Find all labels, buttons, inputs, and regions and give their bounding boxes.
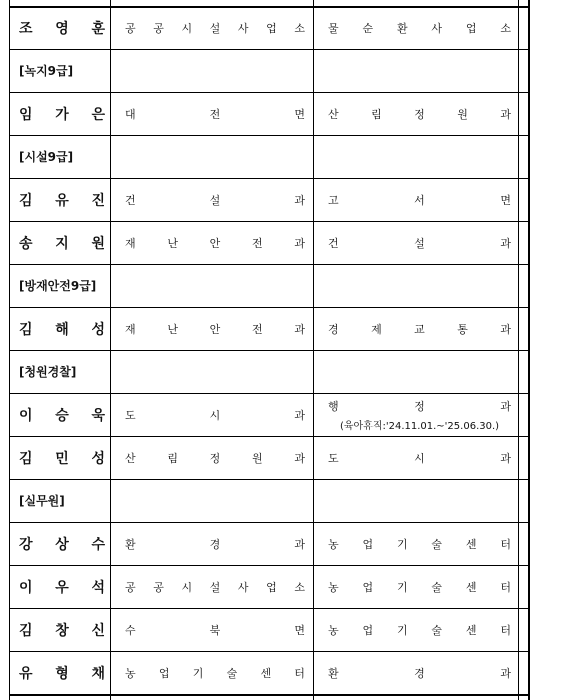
char: 설 bbox=[209, 580, 221, 594]
char: 기 bbox=[396, 623, 408, 637]
char: 진 bbox=[91, 192, 105, 209]
char: 행 bbox=[328, 399, 339, 413]
char: 재 bbox=[125, 236, 136, 250]
char: 림 bbox=[371, 107, 382, 121]
char: 터 bbox=[294, 666, 305, 680]
char: 가 bbox=[55, 106, 69, 123]
char: 전 bbox=[251, 236, 263, 250]
employee-name bbox=[19, 608, 105, 651]
previous-department bbox=[125, 565, 305, 608]
new-department bbox=[328, 307, 511, 350]
char: 수 bbox=[91, 536, 105, 553]
char: 건 bbox=[125, 193, 136, 207]
char: 난 bbox=[167, 236, 178, 250]
employee-name bbox=[19, 178, 105, 221]
char: 안 bbox=[209, 236, 221, 250]
char: 영 bbox=[55, 20, 69, 37]
new-department bbox=[328, 393, 511, 436]
section-header-row bbox=[9, 350, 528, 393]
previous-department bbox=[125, 651, 305, 694]
table-row bbox=[9, 393, 528, 436]
char: 고 bbox=[328, 193, 339, 207]
previous-department bbox=[125, 307, 305, 350]
employee-name bbox=[19, 221, 105, 264]
char: 우 bbox=[55, 579, 69, 596]
char: 기 bbox=[396, 580, 408, 594]
char: 과 bbox=[500, 236, 511, 250]
char: 터 bbox=[500, 580, 511, 594]
char: 석 bbox=[91, 579, 105, 596]
section-header-row bbox=[9, 264, 528, 307]
new-department bbox=[328, 565, 511, 608]
char: 과 bbox=[294, 193, 305, 207]
char: 송 bbox=[19, 235, 33, 252]
char: 기 bbox=[396, 537, 408, 551]
char: 원 bbox=[251, 451, 263, 465]
section-label: [방재안전9급] bbox=[19, 279, 97, 293]
table-row bbox=[9, 565, 528, 608]
employee-name bbox=[19, 565, 105, 608]
char: 정 bbox=[414, 107, 425, 121]
char: 성 bbox=[91, 321, 105, 338]
char: 건 bbox=[328, 236, 339, 250]
char: 민 bbox=[55, 450, 69, 467]
char: 과 bbox=[500, 451, 511, 465]
char: 과 bbox=[500, 107, 511, 121]
char: 과 bbox=[500, 399, 511, 413]
char: 신 bbox=[91, 622, 105, 639]
table-row bbox=[9, 608, 528, 651]
char: 터 bbox=[500, 623, 511, 637]
char: 전 bbox=[251, 322, 263, 336]
char: 공 bbox=[153, 580, 164, 594]
char: 제 bbox=[371, 322, 382, 336]
char: 김 bbox=[19, 450, 33, 467]
employee-name bbox=[19, 307, 105, 350]
char: 농 bbox=[328, 537, 339, 551]
previous-department bbox=[125, 608, 305, 651]
previous-department bbox=[125, 92, 305, 135]
table-row bbox=[9, 178, 528, 221]
char: 설 bbox=[209, 193, 221, 207]
char: 순 bbox=[362, 21, 374, 35]
table-row bbox=[9, 522, 528, 565]
char: 과 bbox=[294, 236, 305, 250]
char: 이 bbox=[19, 407, 33, 424]
char: 업 bbox=[158, 666, 170, 680]
char: 업 bbox=[362, 623, 374, 637]
char: 재 bbox=[125, 322, 136, 336]
char: 센 bbox=[465, 580, 477, 594]
char: 술 bbox=[226, 666, 238, 680]
char: 지 bbox=[55, 235, 69, 252]
char: 농 bbox=[328, 623, 339, 637]
char: 설 bbox=[209, 21, 221, 35]
column-divider bbox=[528, 0, 530, 700]
char: 업 bbox=[465, 21, 477, 35]
char: 사 bbox=[237, 21, 249, 35]
employee-name bbox=[19, 6, 105, 49]
char: 림 bbox=[167, 451, 178, 465]
char: 난 bbox=[167, 322, 178, 336]
char: 시 bbox=[181, 580, 193, 594]
char: 해 bbox=[55, 321, 69, 338]
char: 업 bbox=[266, 21, 277, 35]
char: 도 bbox=[328, 451, 339, 465]
new-department bbox=[328, 221, 511, 264]
char: 면 bbox=[500, 193, 511, 207]
char: 업 bbox=[266, 580, 277, 594]
char: 창 bbox=[55, 622, 69, 639]
char: 센 bbox=[465, 537, 477, 551]
char: 경 bbox=[328, 322, 339, 336]
char: 시 bbox=[209, 408, 221, 422]
leave-note: (육아휴직:'24.11.01.~'25.06.30.) bbox=[339, 420, 500, 432]
char: 도 bbox=[125, 408, 136, 422]
char: 승 bbox=[55, 407, 69, 424]
char: 훈 bbox=[91, 20, 105, 37]
char: 전 bbox=[209, 107, 221, 121]
new-department bbox=[328, 651, 511, 694]
previous-department bbox=[125, 522, 305, 565]
table-row bbox=[9, 436, 528, 479]
char: 교 bbox=[414, 322, 425, 336]
char: 사 bbox=[237, 580, 249, 594]
table-row bbox=[9, 6, 528, 49]
char: 술 bbox=[431, 623, 443, 637]
new-department bbox=[328, 6, 511, 49]
char: 강 bbox=[19, 536, 33, 553]
char: 상 bbox=[55, 536, 69, 553]
new-department bbox=[328, 522, 511, 565]
char: 시 bbox=[414, 451, 425, 465]
previous-department bbox=[125, 221, 305, 264]
char: 술 bbox=[431, 537, 443, 551]
char: 경 bbox=[414, 666, 425, 680]
char: 과 bbox=[294, 322, 305, 336]
table-row bbox=[9, 221, 528, 264]
char: 과 bbox=[294, 537, 305, 551]
char: 농 bbox=[328, 580, 339, 594]
section-header-row bbox=[9, 479, 528, 522]
char: 대 bbox=[125, 107, 136, 121]
char: 시 bbox=[181, 21, 193, 35]
char: 채 bbox=[91, 665, 105, 682]
section-label: [녹지9급] bbox=[19, 64, 74, 78]
char: 원 bbox=[91, 235, 105, 252]
char: 과 bbox=[500, 666, 511, 680]
char: 센 bbox=[465, 623, 477, 637]
char: 임 bbox=[19, 106, 33, 123]
table-row bbox=[9, 307, 528, 350]
char: 환 bbox=[125, 537, 136, 551]
new-department-name bbox=[328, 398, 511, 414]
table-row bbox=[9, 651, 528, 694]
char: 정 bbox=[414, 399, 425, 413]
char: 농 bbox=[125, 666, 136, 680]
char: 산 bbox=[125, 451, 136, 465]
section-label: [시설9급] bbox=[19, 150, 74, 164]
char: 사 bbox=[431, 21, 443, 35]
char: 공 bbox=[125, 580, 136, 594]
employee-name bbox=[19, 436, 105, 479]
char: 업 bbox=[362, 537, 374, 551]
char: 욱 bbox=[91, 407, 105, 424]
char: 술 bbox=[431, 580, 443, 594]
char: 소 bbox=[294, 21, 305, 35]
char: 면 bbox=[294, 107, 305, 121]
new-department bbox=[328, 178, 511, 221]
char: 조 bbox=[19, 20, 33, 37]
char: 통 bbox=[457, 322, 468, 336]
char: 북 bbox=[209, 623, 221, 637]
char: 유 bbox=[55, 192, 69, 209]
new-department bbox=[328, 436, 511, 479]
char: 수 bbox=[125, 623, 136, 637]
char: 김 bbox=[19, 622, 33, 639]
section-label: [청원경찰] bbox=[19, 365, 77, 379]
char: 경 bbox=[209, 537, 221, 551]
previous-department bbox=[125, 436, 305, 479]
section-header-row bbox=[9, 49, 528, 92]
char: 과 bbox=[500, 322, 511, 336]
char: 터 bbox=[500, 537, 511, 551]
char: 물 bbox=[328, 21, 339, 35]
previous-department bbox=[125, 393, 305, 436]
char: 기 bbox=[192, 666, 204, 680]
char: 유 bbox=[19, 665, 33, 682]
char: 형 bbox=[55, 665, 69, 682]
char: 이 bbox=[19, 579, 33, 596]
char: 환 bbox=[396, 21, 408, 35]
char: 소 bbox=[294, 580, 305, 594]
employee-name bbox=[19, 92, 105, 135]
char: 과 bbox=[294, 451, 305, 465]
char: 은 bbox=[91, 106, 105, 123]
char: 원 bbox=[457, 107, 468, 121]
previous-department bbox=[125, 178, 305, 221]
char: 공 bbox=[125, 21, 136, 35]
employee-name bbox=[19, 522, 105, 565]
section-label: [실무원] bbox=[19, 494, 65, 508]
char: 정 bbox=[209, 451, 221, 465]
char: 김 bbox=[19, 192, 33, 209]
char: 환 bbox=[328, 666, 339, 680]
new-department bbox=[328, 92, 511, 135]
char: 서 bbox=[414, 193, 425, 207]
employee-name bbox=[19, 651, 105, 694]
char: 설 bbox=[414, 236, 425, 250]
char: 과 bbox=[294, 408, 305, 422]
char: 소 bbox=[500, 21, 511, 35]
char: 산 bbox=[328, 107, 339, 121]
char: 성 bbox=[91, 450, 105, 467]
row-divider bbox=[9, 694, 528, 696]
char: 업 bbox=[362, 580, 374, 594]
table-row bbox=[9, 92, 528, 135]
char: 안 bbox=[209, 322, 221, 336]
employee-name bbox=[19, 393, 105, 436]
previous-department bbox=[125, 6, 305, 49]
new-department bbox=[328, 608, 511, 651]
char: 센 bbox=[260, 666, 272, 680]
section-header-row bbox=[9, 135, 528, 178]
char: 공 bbox=[153, 21, 164, 35]
char: 면 bbox=[294, 623, 305, 637]
char: 김 bbox=[19, 321, 33, 338]
